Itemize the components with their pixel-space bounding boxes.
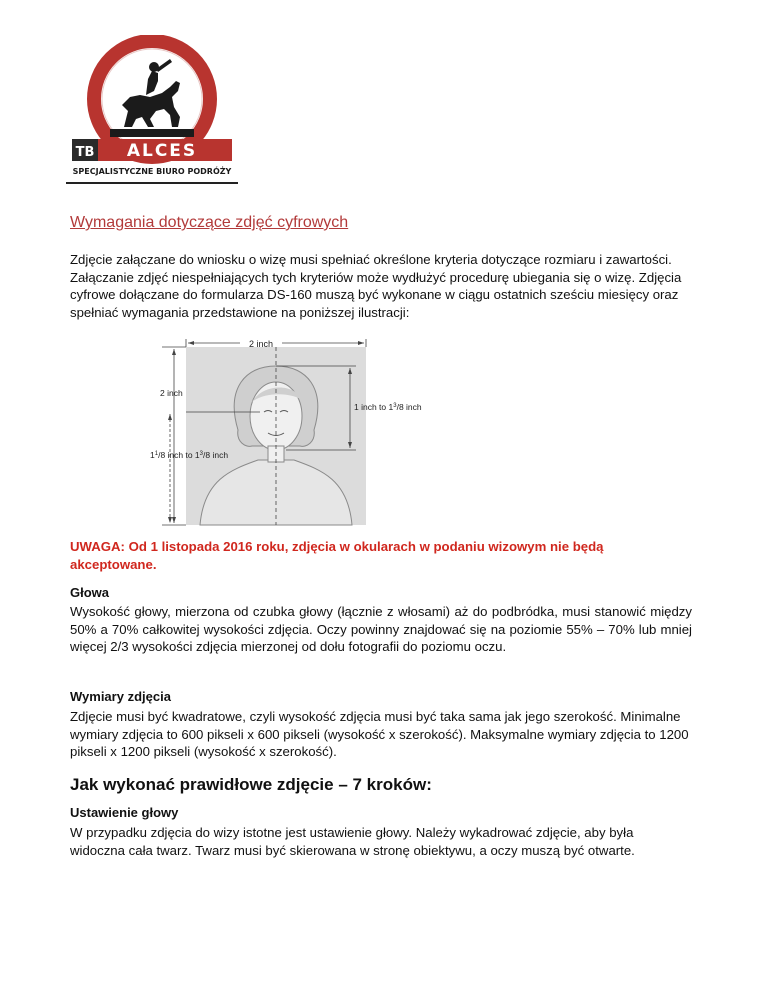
glasses-warning: UWAGA: Od 1 listopada 2016 roku, zdjęcia w okularach w podaniu wizowym nie będą akceptowane.	[70, 539, 604, 572]
logo-divider	[66, 182, 238, 184]
section-title-dimensions: Wymiary zdjęcia	[70, 689, 171, 704]
section-title-head: Głowa	[70, 585, 110, 600]
steps-heading: Jak wykonać prawidłowe zdjęcie – 7 kroków:	[70, 775, 432, 794]
eye-level-label: $1^1/8$ inch to $1^3/8$ inch	[150, 450, 229, 460]
logo-brand: ALCES	[126, 141, 198, 161]
head-paragraph: Wysokość głowy, mierzona od czubka głowy (łącznie z włosami) aż do podbródka, musi stanowić między 50% a 70% całkowitej wysokości zdjęcia. Oczy powinny znajdować się na poziomie 55% – 70% lub mniej więcej 2/3 wysokości zdjęcia mierzonej od dołu fotografii do poziomu oczu.	[70, 604, 692, 655]
head-position-paragraph: W przypadku zdjęcia do wizy istotne jest ustawienie głowy. Należy wykadrować zdjęcie, aby była widoczna cała twarz. Twarz musi być skierowana w stronę obiektywu, a oczy muszą być otwarte.	[70, 825, 635, 858]
height-label: 2 inch	[160, 388, 183, 398]
dimensions-paragraph: Zdjęcie musi być kwadratowe, czyli wysokość zdjęcia musi być taka sama jak jego szerokość. Minimalne wymiary zdjęcia to 600 pikseli x 600 pikseli (wysokość x szerokość). Maksymalne wymiary zdjęcia to 1200 pikseli x 1200 pikseli (wysokość x szerokość).	[70, 709, 689, 760]
logo-tagline: SPECJALISTYCZNE BIURO PODRÓŻY	[72, 167, 232, 176]
company-logo	[66, 35, 238, 185]
page-title: Wymagania dotyczące zdjęć cyfrowych	[70, 214, 349, 231]
section-title-head-position: Ustawienie głowy	[70, 805, 179, 820]
logo-monogram: TB	[75, 145, 95, 160]
intro-paragraph: Zdjęcie załączane do wniosku o wizę musi spełniać określone kryteria dotyczące rozmiaru i zawartości. Załączanie zdjęć niespełniających tych kryteriów może wydłużyć procedurę ubiegania się o wizę. Zdjęcia cyfrowe dołączane do formularza DS-160 muszą być wykonane w ciągu ostatnich sześciu miesięcy oraz spełniać wymagania przedstawione na poniższej ilustracji:	[70, 252, 682, 320]
width-label: 2 inch	[248, 339, 274, 349]
photo-requirements-diagram	[150, 330, 450, 530]
head-height-label: 1 inch to $1^3/8$ inch	[354, 402, 422, 412]
